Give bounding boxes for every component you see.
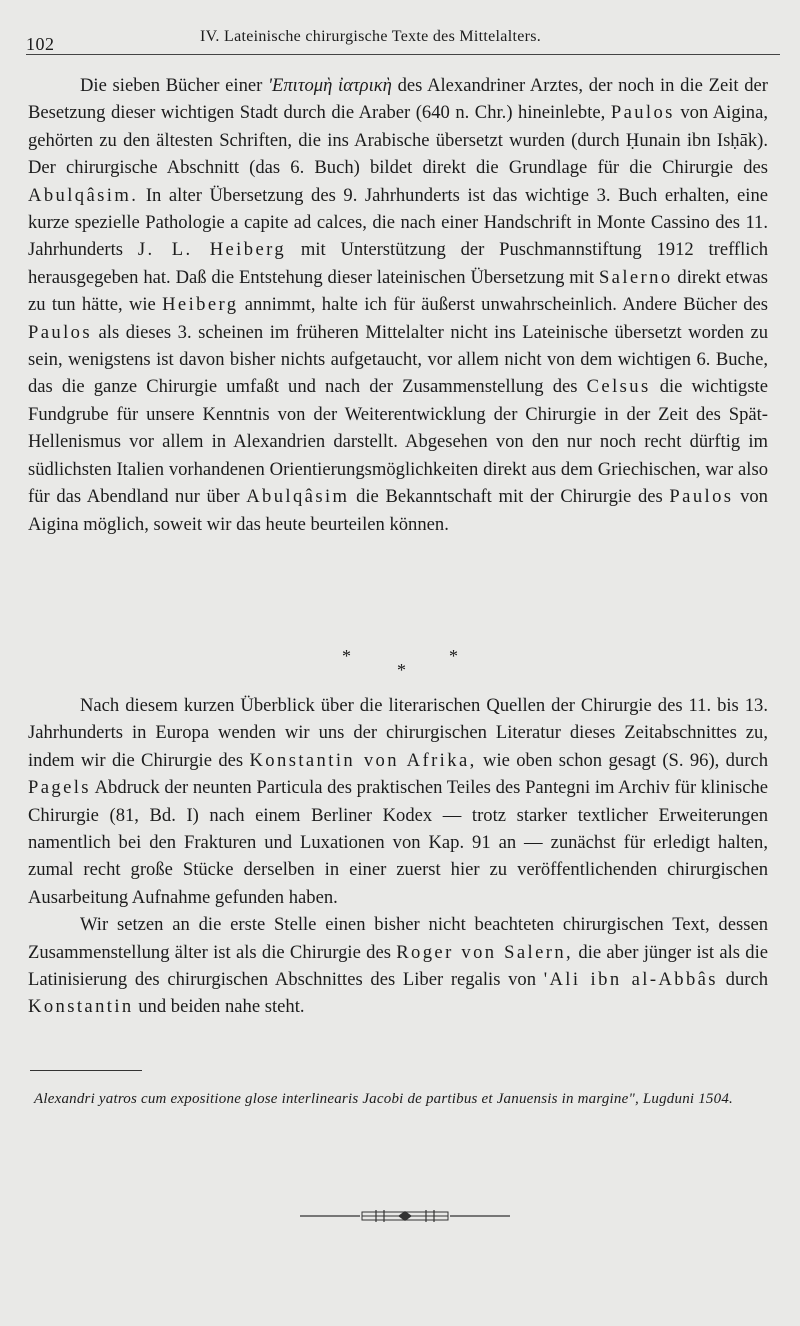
name-roger: Roger von Salern,: [396, 941, 574, 963]
name-salerno: Salerno: [598, 266, 673, 288]
name-heiberg: J. L. Heiberg: [137, 239, 287, 261]
text-run: Die sieben Bücher einer: [80, 75, 269, 96]
asterisk: *: [342, 646, 351, 666]
text-run: mit Unterstützung der Puschmannstiftung 1912 trefflich herausgegeben hat. Daß die Entstehung dieser lateinischen Übersetzung mit: [28, 239, 769, 288]
paragraph-text: [28, 72, 768, 538]
name-konstantin: Konstantin: [28, 996, 134, 1018]
text-run: direkt etwas zu tun hätte, wie: [28, 266, 768, 316]
text-run: Wir setzen an die erste Stelle einen bisher nicht beachteten chirurgischen Text, dessen Zusammenstellung älter ist als die Chirurgie des: [28, 914, 768, 963]
text-run: die Bekanntschaft mit der Chirurgie des: [349, 486, 670, 508]
text-run: In alter Übersetzung des 9. Jahrhunderts ist das wichtige 3. Buch erhalten, eine kurze spezielle Pathologie a capite ad calces, die nach einer Handschrift in Monte Cassino des 11. Jahrhunderts: [28, 184, 768, 261]
header-rule: [26, 54, 780, 55]
asterisk: *: [397, 660, 406, 680]
text-run: durch: [717, 969, 768, 991]
paragraph-text-second: [28, 911, 768, 1021]
name-heiberg: Heiberg: [162, 294, 239, 316]
text-run: Abdruck der neunten Particula des praktischen Teiles des Pantegni im Archiv für klinische Chirurgie (81, Bd. I) nach einem Berliner Kodex — trotz starker textlicher Erweiterungen namentlich bei den Frakturen und Luxationen von Kap. 91 an — zunächst für erledigt halten, zumal recht große Stücke derselben in einer zuerst hier zu veröffentlichenden chirurgischen Ausarbeitung Aufnahme gefunden haben.: [28, 777, 768, 908]
text-run: von Aigina, gehörten zu den ältesten Schriften, die ins Arabische übersetzt wurden (durch Ḥunain ibn Isḥāk). Der chirurgische Abschnitt (das 6. Buch) bildet direkt die Grundlage für die Chirurgie des: [28, 102, 769, 179]
name-abulqasim: Abulqâsim.: [28, 184, 139, 206]
name-pagel: Pagels: [28, 777, 91, 799]
text-run: von Aigina möglich, soweit wir das heute beurteilen können.: [28, 486, 768, 535]
page-header: [26, 28, 780, 52]
name-abulqasim: Abulqâsim: [246, 486, 350, 508]
name-celsus: Celsus: [586, 376, 651, 398]
name-konstantin: Konstantin von Afrika,: [249, 749, 477, 771]
name-paulos: Paulos: [28, 321, 92, 343]
page-number: 102: [26, 34, 55, 54]
end-ornament: [300, 1206, 510, 1226]
text-run: und beiden nahe steht.: [133, 996, 305, 1018]
greek-title: 'Επιτομὴ ἰατρικὴ: [268, 75, 392, 96]
text-run: Nach diesem kurzen Überblick über die literarischen Quellen der Chirurgie des 11. bis 13. Jahrhunderts in Europa wenden wir uns der chirurgischen Literatur dieses Zeitabschnittes zu, indem wir die Chirurgie des: [28, 695, 768, 771]
name-paulos: Paulos: [610, 102, 675, 124]
asterisk: *: [449, 646, 458, 666]
footnote: Alexandri yatros cum expositione glose interlinearis Jacobi de partibus et Januensis in margine", Lugduni 1504.: [34, 1091, 733, 1107]
footnote-rule: [30, 1070, 142, 1071]
text-run: annimmt, halte ich für äußerst unwahrscheinlich. Andere Bücher des: [238, 294, 768, 316]
running-head: IV. Lateinische chirurgische Texte des Mittelalters.: [200, 28, 542, 45]
paragraph-paulos: [28, 72, 768, 538]
section-break-asterism: [0, 640, 800, 680]
ornament-rule-icon: [300, 1206, 510, 1226]
paragraph-overview: [28, 692, 768, 1021]
text-run: des Alexandriner Arztes, der noch in die Zeit der Besetzung dieser wichtigen Stadt durch die Araber (640 n. Chr.) hineinlebte,: [28, 75, 768, 124]
name-paulos: Paulos: [669, 486, 734, 508]
name-ali-ibn-al-abbas: 'Ali ibn al-Abbâs: [543, 969, 718, 991]
text-run: die wichtigste Fundgrube für unsere Kenntnis von der Weiterentwicklung der Chirurgie in der Zeit des Spät-Hellenismus vor allem in Alexandrien darstellt. Abgesehen von den nur noch recht dürftig im südlichsten Italien vorhandenen Orientierungsmöglichkeiten direkt aus dem Griechischen, war also für das Abendland nur über: [28, 376, 768, 508]
text-run: wie oben schon gesagt (S. 96), durch: [476, 749, 768, 771]
paragraph-text: [28, 692, 768, 911]
text-run: als dieses 3. scheinen im früheren Mittelalter nicht ins Lateinische übersetzt worden zu sein, wenigstens ist davon bisher nichts aufgetaucht, vor allem nicht von dem wichtigen 6. Buche, das die ganze Chirurgie umfaßt und nach der Zusammenstellung des: [28, 321, 768, 398]
text-run: die aber jünger ist als die Latinisierung des chirurgischen Abschnittes des Liber regalis von: [28, 941, 769, 991]
